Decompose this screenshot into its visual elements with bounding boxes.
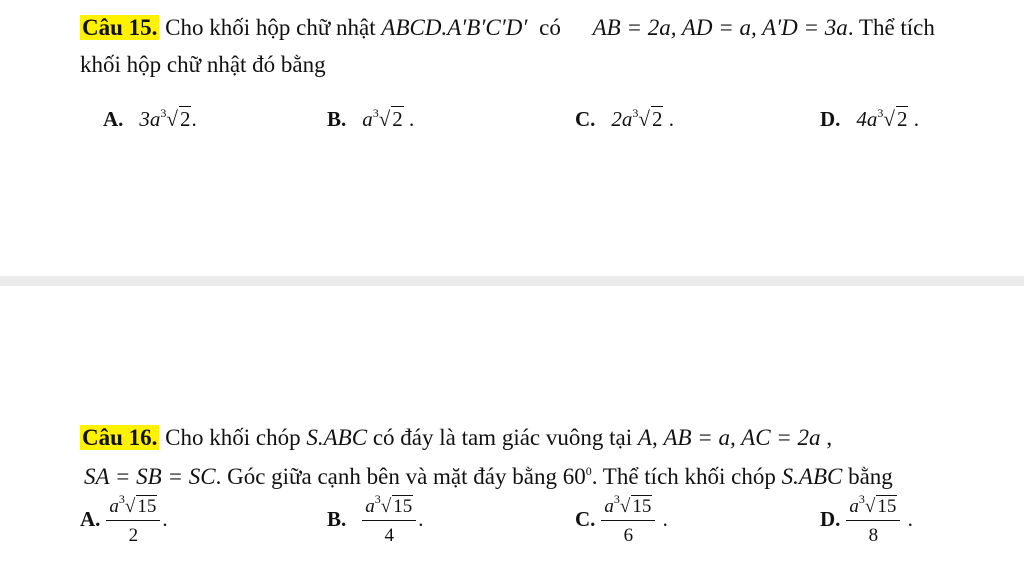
q15-option-a: A. $3a^3√2$. [103, 106, 197, 131]
question-16-conditions-1: AB = a, AC = 2a [663, 425, 821, 450]
option-exponent: 3 [632, 106, 639, 120]
option-radicand: 2 [179, 107, 191, 131]
question-15-text-b: . Thể tích [847, 15, 935, 40]
option-label: D. [820, 107, 841, 131]
question-16-conditions-2: SA = SB = SC [84, 464, 216, 489]
q16-option-b: B. $\frac{a^3√ 15}{4}$ . [327, 492, 424, 546]
sqrt-icon: √ [378, 107, 391, 131]
option-label: C. [575, 507, 596, 531]
option-label: B. [327, 107, 347, 131]
option-label: C. [575, 107, 596, 131]
question-15-label: Câu 15. [82, 15, 158, 40]
option-radicand: 2 [896, 107, 908, 131]
sqrt-icon: √ [864, 496, 876, 517]
question-16-text-b: có đáy là tam giác vuông tại [372, 425, 633, 450]
question-16-shape: S.ABC [306, 425, 368, 450]
question-16-point-a: A [637, 425, 652, 450]
q15-option-d: D. $4a^3√2$ . [820, 106, 919, 131]
question-16-line-2 [84, 457, 893, 491]
option-label: D. [820, 507, 841, 531]
option-exponent: 3 [877, 106, 884, 120]
option-coef: 4a [856, 107, 878, 131]
option-exponent: 3 [372, 106, 379, 120]
question-16-text-c: . Góc giữa cạnh bên và mặt đáy bằng [215, 464, 557, 489]
fraction: $\frac{a^3√ 15}{8}$ [846, 492, 900, 547]
sqrt-icon: √ [619, 496, 631, 517]
question-15-line-1 [80, 14, 935, 42]
question-15-co: có [539, 15, 561, 40]
q15-option-c: C. $2a^3√2$ . [575, 106, 674, 131]
q16-option-c: C. $\frac{a^3√ 15}{6}$ . [575, 492, 668, 546]
option-exponent: 3 [160, 106, 167, 120]
fraction: $\frac{a^3√ 15}{6}$ [601, 492, 655, 547]
question-16-text-d: . Thể tích khối chóp [591, 464, 776, 489]
fraction: $\frac{a^3√ 15}{4}$ [362, 492, 416, 547]
question-16-text-a: Cho khối chóp [165, 425, 301, 450]
question-16-label: Câu 16. [82, 425, 158, 450]
sqrt-icon: √ [166, 107, 178, 131]
option-label: A. [103, 107, 124, 131]
sqrt-icon: √ [380, 496, 392, 517]
option-radicand: 2 [651, 107, 663, 131]
option-label: A. [80, 507, 101, 531]
question-16-line-1: Câu 16. Cho khối chóp S.ABC có đáy là tam giác vuông tại A, AB = a, AC = 2a , [82, 425, 833, 450]
page-separator [0, 276, 1024, 286]
option-coef: 2a [611, 107, 633, 131]
sqrt-icon: √ [638, 107, 650, 131]
question-15-text-a: Cho khối hộp chữ nhật [165, 15, 376, 40]
q16-option-d: D. $\frac{a^3√ 15}{8}$ . [820, 492, 913, 546]
option-label: B. [327, 507, 347, 531]
question-15-conditions: AB = 2a, AD = a, A′D = 3a [592, 15, 848, 40]
sqrt-icon: √ [883, 107, 895, 131]
option-coef: 3a [139, 107, 161, 131]
question-16-shape-2: S.ABC [781, 464, 843, 489]
question-15-shape: ABCD.A′B′C′D′ [381, 15, 528, 40]
option-coef: a [362, 107, 373, 131]
question-15-line-2: khối hộp chữ nhật đó bằng [80, 52, 326, 77]
option-radicand: 2 [392, 107, 403, 131]
q15-option-b: B. $a^3√2$ . [327, 106, 415, 131]
fraction: $\frac{a^3√ 15}{2}$ [106, 492, 160, 547]
question-16-angle: $60^0$ [562, 464, 592, 489]
q16-option-a: A. $\frac{a^3√ 15}{2}$ . [80, 492, 168, 546]
sqrt-icon: √ [124, 496, 136, 517]
question-16-text-e: bằng [848, 464, 893, 489]
